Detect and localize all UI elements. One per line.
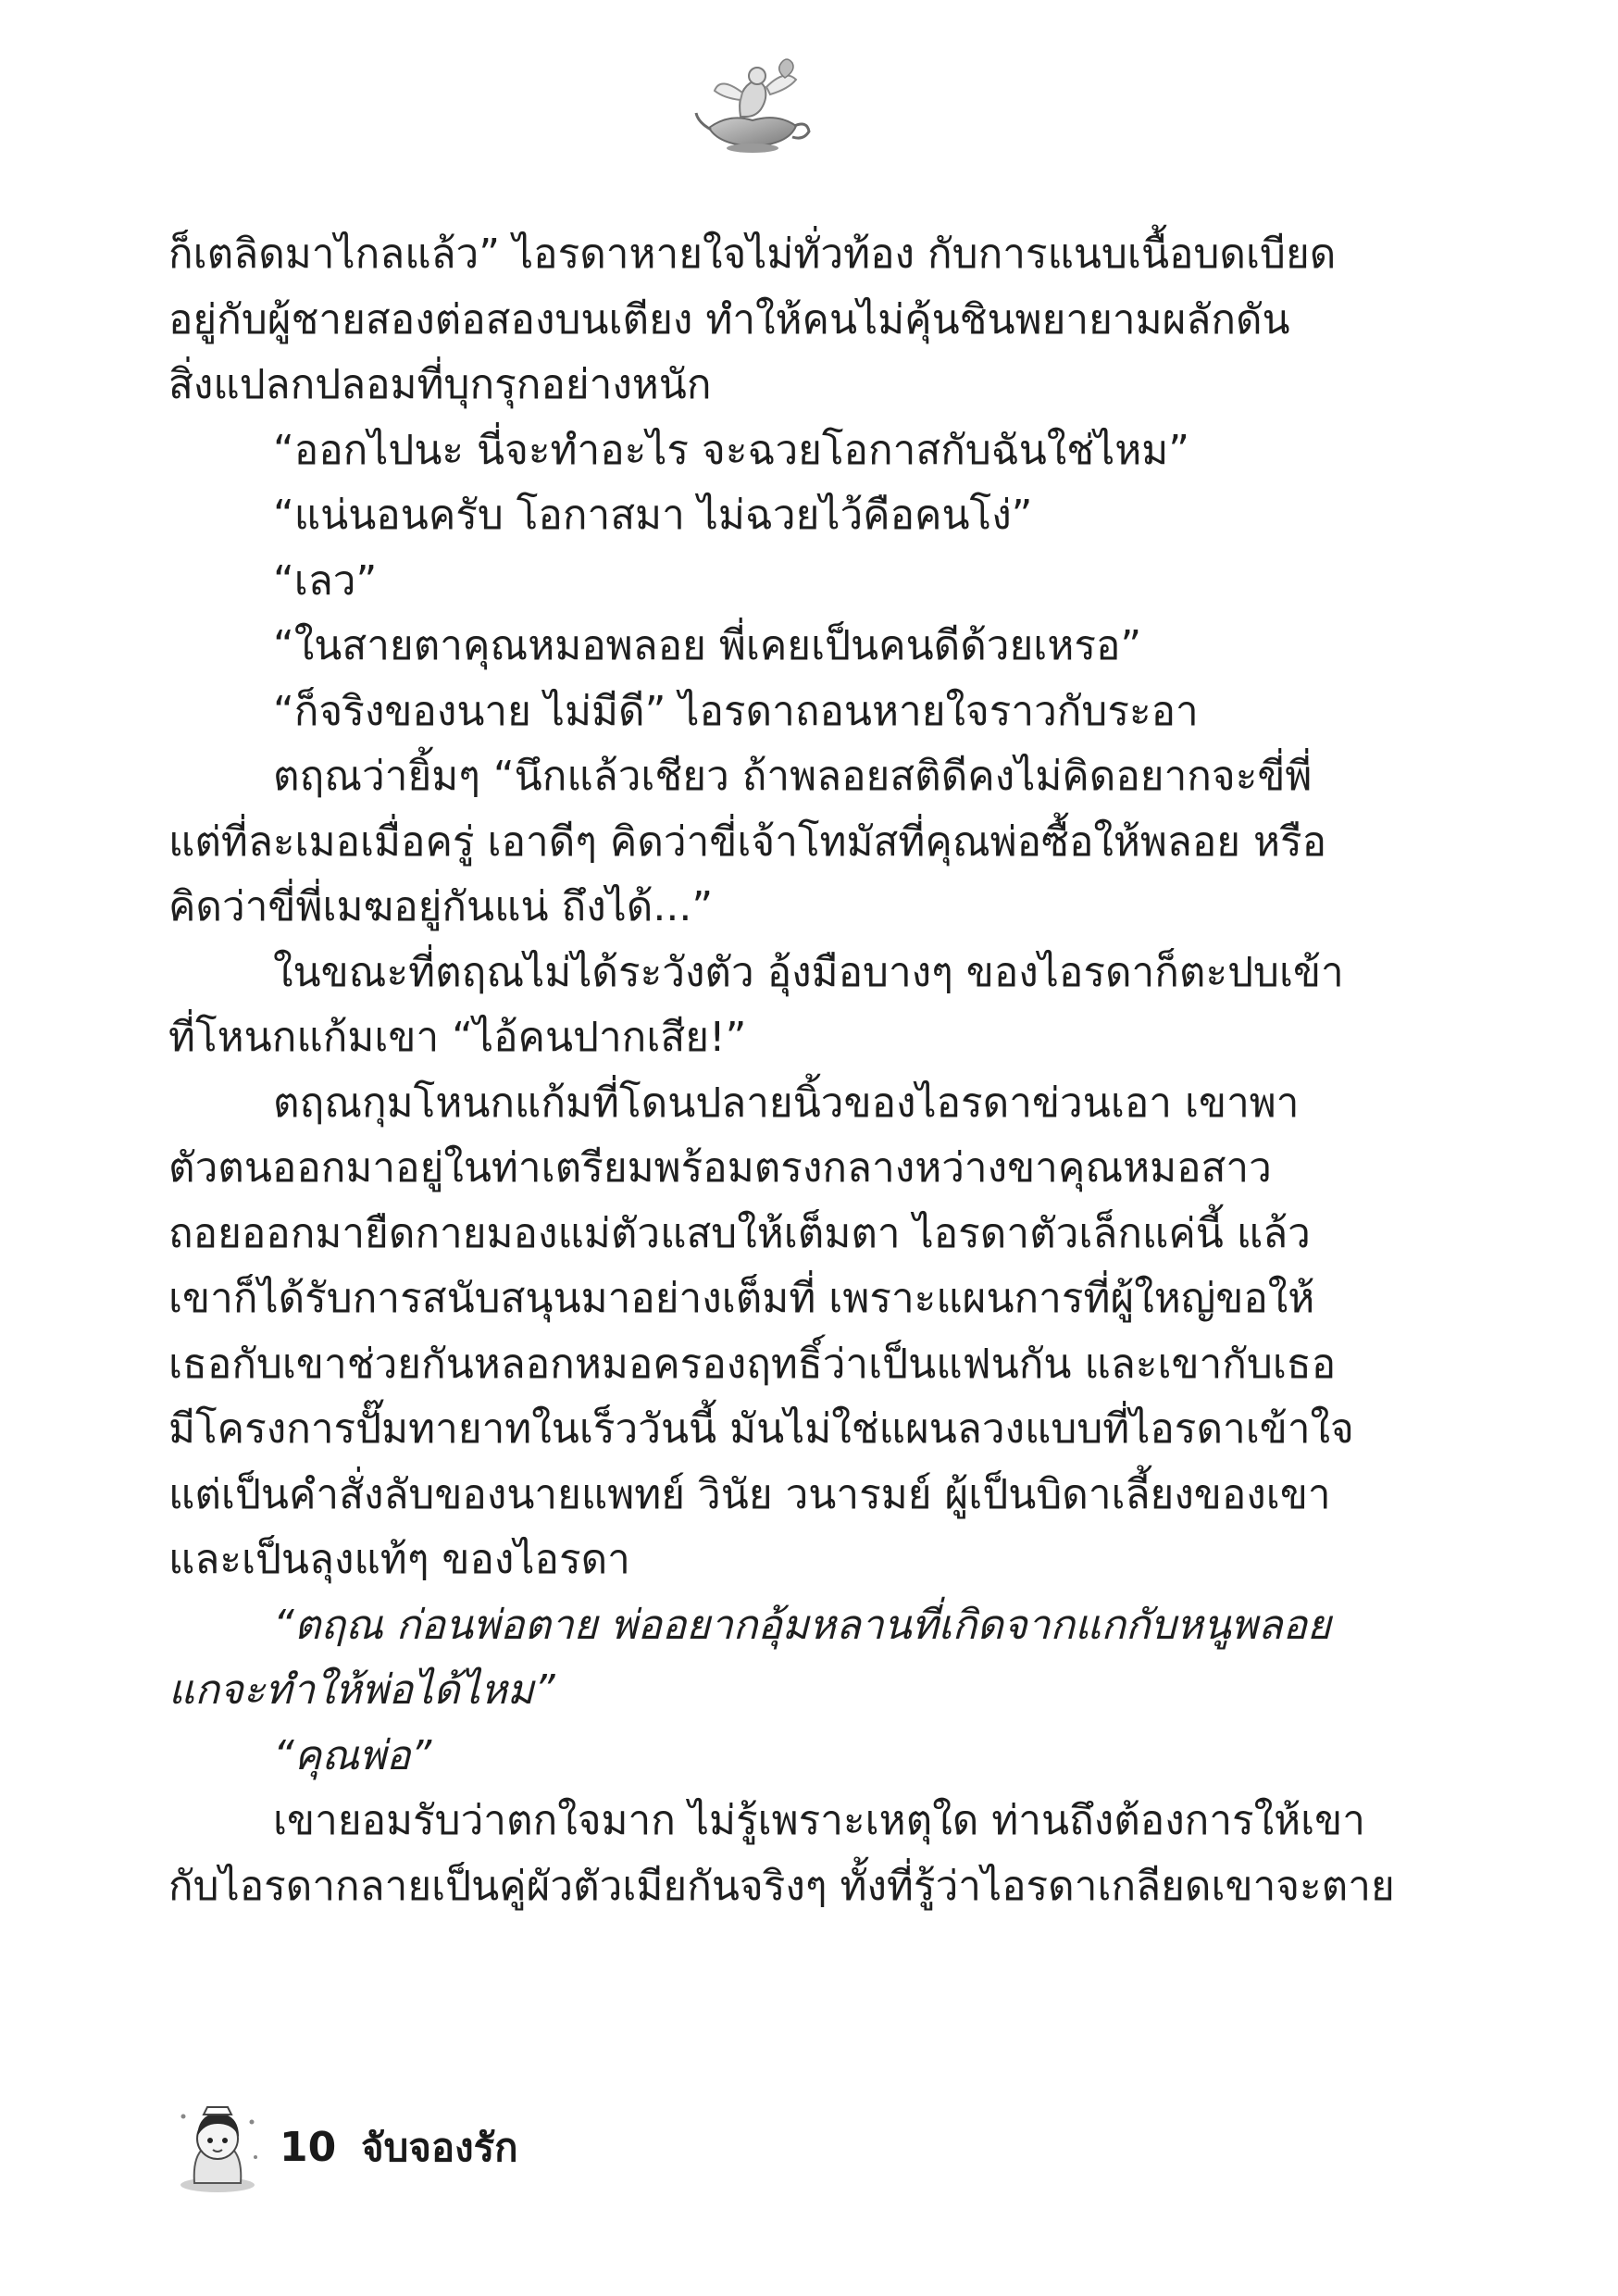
text-line: เขาก็ได้รับการสนับสนุนมาอย่างเต็มที่ เพราะแผนการที่ผู้ใหญ่ขอให้ xyxy=(168,1275,1315,1322)
teapot-cupid-ornament-icon xyxy=(692,56,813,157)
text-line: แต่เป็นคำสั่งลับของนายแพทย์ วินัย วนารมย์ ผู้เป็นบิดาเลี้ยงของเขา xyxy=(168,1470,1331,1518)
text-line: ตัวตนออกมาอยู่ในท่าเตรียมพร้อมตรงกลางหว่างขาคุณหมอสาว xyxy=(168,1144,1272,1192)
text-line: แต่ที่ละเมอเมื่อครู่ เอาดีๆ คิดว่าขี่เจ้าโทมัสที่คุณพ่อซื้อให้พลอย หรือ xyxy=(168,817,1327,866)
text-line: ก็เตลิดมาไกลแล้ว” ไอรดาหายใจไม่ทั่วท้อง กับการแนบเนื้อบดเบียด xyxy=(168,231,1337,278)
text-line: ตฤณกุมโหนกแก้มที่โดนปลายนิ้วของไอรดาข่วนเอา เขาพา xyxy=(273,1079,1300,1127)
text-line: ถอยออกมายืดกายมองแม่ตัวแสบให้เต็มตา ไอรดาตัวเล็กแค่นี้ แล้ว xyxy=(168,1209,1311,1257)
text-body xyxy=(168,222,1395,1919)
text-line: ที่โหนกแก้มเขา “ไอ้คนปากเสีย!” xyxy=(168,1014,747,1061)
text-line: “เลว” xyxy=(273,556,378,605)
text-line: เธอกับเขาช่วยกันหลอกหมอครองฤทธิ์ว่าเป็นแฟนกัน และเขากับเธอ xyxy=(168,1340,1337,1388)
text-line: “แน่นอนครับ โอกาสมา ไม่ฉวยไว้คือคนโง่” xyxy=(273,492,1033,539)
page-footer xyxy=(167,2102,815,2194)
text-line: อยู่กับผู้ชายสองต่อสองบนเตียง ทำให้คนไม่คุ้นชินพยายามผลักดัน xyxy=(168,295,1290,343)
text-line-italic: “ตฤณ ก่อนพ่อตาย พ่ออยากอุ้มหลานที่เกิดจากแกกับหนูพลอย xyxy=(273,1601,1331,1649)
text-line: และเป็นลุงแท้ๆ ของไอรดา xyxy=(168,1536,630,1583)
page-number: 10 xyxy=(280,2124,337,2171)
text-line: สิ่งแปลกปลอมที่บุกรุกอย่างหนัก xyxy=(168,361,712,408)
text-line: ในขณะที่ตฤณไม่ได้ระวังตัว อุ้งมือบางๆ ของไอรดาก็ตะปบเข้า xyxy=(273,948,1344,996)
text-line-italic: แกจะทำให้พ่อได้ไหม” xyxy=(168,1666,555,1714)
text-line: “ออกไปนะ นี่จะทำอะไร จะฉวยโอกาสกับฉันใช่ไหม” xyxy=(273,426,1190,474)
book-title: จับจองรัก xyxy=(361,2125,518,2170)
text-line: มีโครงการปั๊มทายาทในเร็ววันนี้ มันไม่ใช่แผนลวงแบบที่ไอรดาเข้าใจ xyxy=(168,1405,1354,1453)
nurse-avatar-icon xyxy=(167,2102,268,2194)
text-line: ตฤณว่ายิ้มๆ “นึกแล้วเชียว ถ้าพลอยสติดีคงไม่คิดอยากจะขี่พี่ xyxy=(273,753,1313,800)
text-line: “ในสายตาคุณหมอพลอย พี่เคยเป็นคนดีด้วยเหรอ” xyxy=(273,622,1142,669)
text-line: กับไอรดากลายเป็นคู่ผัวตัวเมียกันจริงๆ ทั้งที่รู้ว่าไอรดาเกลียดเขาจะตาย xyxy=(168,1862,1395,1910)
text-line: คิดว่าขี่พี่เมฆอยู่กันแน่ ถึงได้...” xyxy=(168,883,714,930)
text-line-italic: “คุณพ่อ” xyxy=(273,1731,432,1779)
text-line: “ก็จริงของนาย ไม่มีดี” ไอรดาถอนหายใจราวกับระอา xyxy=(273,687,1199,735)
text-line: เขายอมรับว่าตกใจมาก ไม่รู้เพราะเหตุใด ท่านถึงต้องการให้เขา xyxy=(273,1797,1365,1844)
